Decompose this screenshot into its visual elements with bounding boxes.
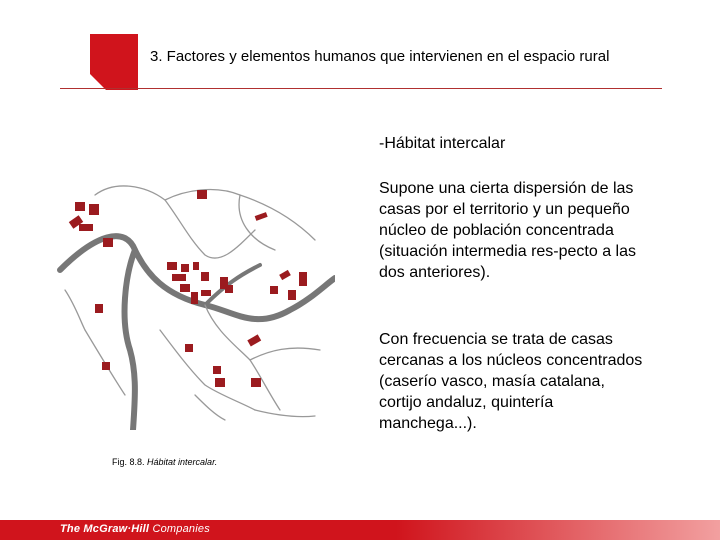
house [270, 286, 278, 294]
house [103, 238, 113, 247]
description-paragraph-1: Supone una cierta dispersión de las casas por el territorio y un pequeño núcleo de población concentrada (situación intermedia res-pecto a las dos anteriores). [379, 180, 637, 281]
secondary-road [160, 330, 255, 410]
house [102, 362, 110, 370]
house [288, 290, 296, 300]
publisher-logo-sub: Companies [152, 523, 210, 535]
title-divider [60, 88, 662, 89]
house [191, 292, 198, 304]
figure-caption-number: Fig. 8.8. [112, 457, 145, 467]
house [215, 378, 225, 387]
footer-bar [0, 520, 720, 540]
house [167, 262, 177, 270]
house [255, 212, 268, 221]
house [193, 262, 199, 270]
description-paragraph-2: Con frecuencia se trata de casas cercanas a los núcleos concentrados (caserío vasco, masía catalana, cortijo andaluz, quintería manchega...). [379, 331, 643, 432]
secondary-road [250, 348, 320, 360]
house [213, 366, 221, 374]
house [172, 274, 186, 281]
secondary-road [65, 290, 85, 330]
house [181, 264, 189, 272]
house [201, 272, 209, 281]
house [251, 378, 261, 387]
house [299, 272, 307, 286]
house [180, 284, 190, 292]
settlement-map-figure [55, 180, 335, 430]
secondary-road [195, 395, 225, 420]
house [95, 304, 103, 313]
house [279, 270, 291, 280]
secondary-road [165, 200, 255, 258]
publisher-logo-main: The McGraw·Hill [60, 523, 150, 535]
house [75, 202, 85, 211]
house [197, 190, 207, 199]
secondary-road [239, 195, 275, 250]
house [201, 290, 211, 296]
secondary-road [255, 410, 315, 417]
publisher-logo [60, 523, 210, 535]
main-road-branch [125, 250, 135, 430]
house [185, 344, 193, 352]
page-title: 3. Factores y elementos humanos que intervienen en el espacio rural [150, 48, 610, 65]
house [89, 204, 99, 215]
house [225, 285, 233, 293]
house [247, 334, 261, 346]
section-heading: -Hábitat intercalar [379, 135, 506, 152]
figure-caption [112, 457, 217, 467]
house [79, 224, 93, 231]
figure-caption-text: Hábitat intercalar. [147, 457, 218, 467]
red-corner-decoration [90, 34, 138, 90]
